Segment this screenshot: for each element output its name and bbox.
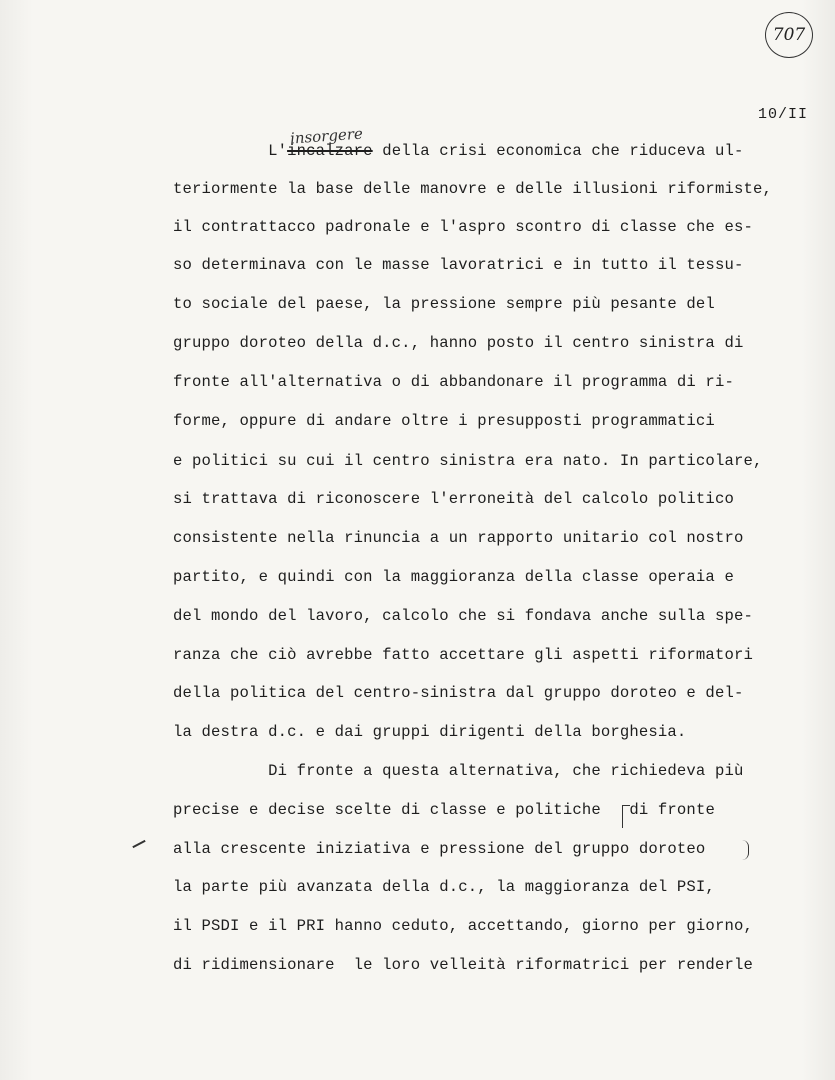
text-line-18 — [173, 801, 715, 819]
text-line-6: gruppo doroteo della d.c., hanno posto il centro sinistra di — [173, 334, 744, 352]
text-line-21: il PSDI e il PRI hanno ceduto, accettando, giorno per giorno, — [173, 917, 753, 935]
line-text: precise e decise scelte di classe e politiche — [173, 801, 601, 819]
text-line-16: la destra d.c. e dai gruppi dirigenti della borghesia. — [173, 723, 687, 741]
text-line-15: della politica del centro-sinistra dal gruppo doroteo e del- — [173, 684, 744, 702]
text-line-13: del mondo del lavoro, calcolo che si fondava anche sulla spe- — [173, 607, 753, 625]
text-line-1: L'incalzare della crisi economica che riduceva ul- — [173, 142, 744, 160]
text-line-7: fronte all'alternativa o di abbandonare il programma di ri- — [173, 373, 734, 391]
text-line-11: consistente nella rinuncia a un rapporto unitario col nostro — [173, 529, 744, 547]
text-line-9: e politici su cui il centro sinistra era nato. In particolare, — [173, 452, 763, 470]
text-line-8: forme, oppure di andare oltre i presupposti programmatici — [173, 412, 715, 430]
text-line-10: si trattava di riconoscere l'erroneità del calcolo politico — [173, 490, 734, 508]
text-line-2: teriormente la base delle manovre e delle illusioni riformiste, — [173, 180, 772, 198]
line-text-bracketed: di fronte — [629, 801, 715, 819]
text-line-14: ranza che ciò avrebbe fatto accettare gli aspetti riformatori — [173, 646, 753, 664]
text-line-17 — [173, 762, 743, 780]
bracket-open-mark — [622, 805, 630, 828]
handwritten-insert: insorgere — [289, 124, 364, 148]
text-line-20: la parte più avanzata della d.c., la maggioranza del PSI, — [173, 878, 715, 896]
page-label: 10/II — [758, 106, 809, 123]
text-line-4: so determinava con le masse lavoratrici e in tutto il tessu- — [173, 256, 744, 274]
line-text: della crisi economica che riduceva ul- — [382, 142, 744, 160]
margin-mark — [132, 840, 145, 848]
struck-word: incalzare — [287, 142, 373, 160]
archive-number-stamp: 707 — [765, 12, 813, 58]
text-line-12: partito, e quindi con la maggioranza della classe operaia e — [173, 568, 734, 586]
text-line-22: di ridimensionare le loro velleità riformatrici per renderle — [173, 956, 753, 974]
text-line-5: to sociale del paese, la pressione sempre più pesante del — [173, 295, 715, 313]
line-text: Di fronte a questa alternativa, che richiedeva più — [268, 762, 744, 780]
bracket-close-mark — [742, 840, 749, 860]
text-line-19: alla crescente iniziativa e pressione del gruppo doroteo — [173, 840, 706, 858]
text-line-3: il contrattacco padronale e l'aspro scontro di classe che es- — [173, 218, 753, 236]
